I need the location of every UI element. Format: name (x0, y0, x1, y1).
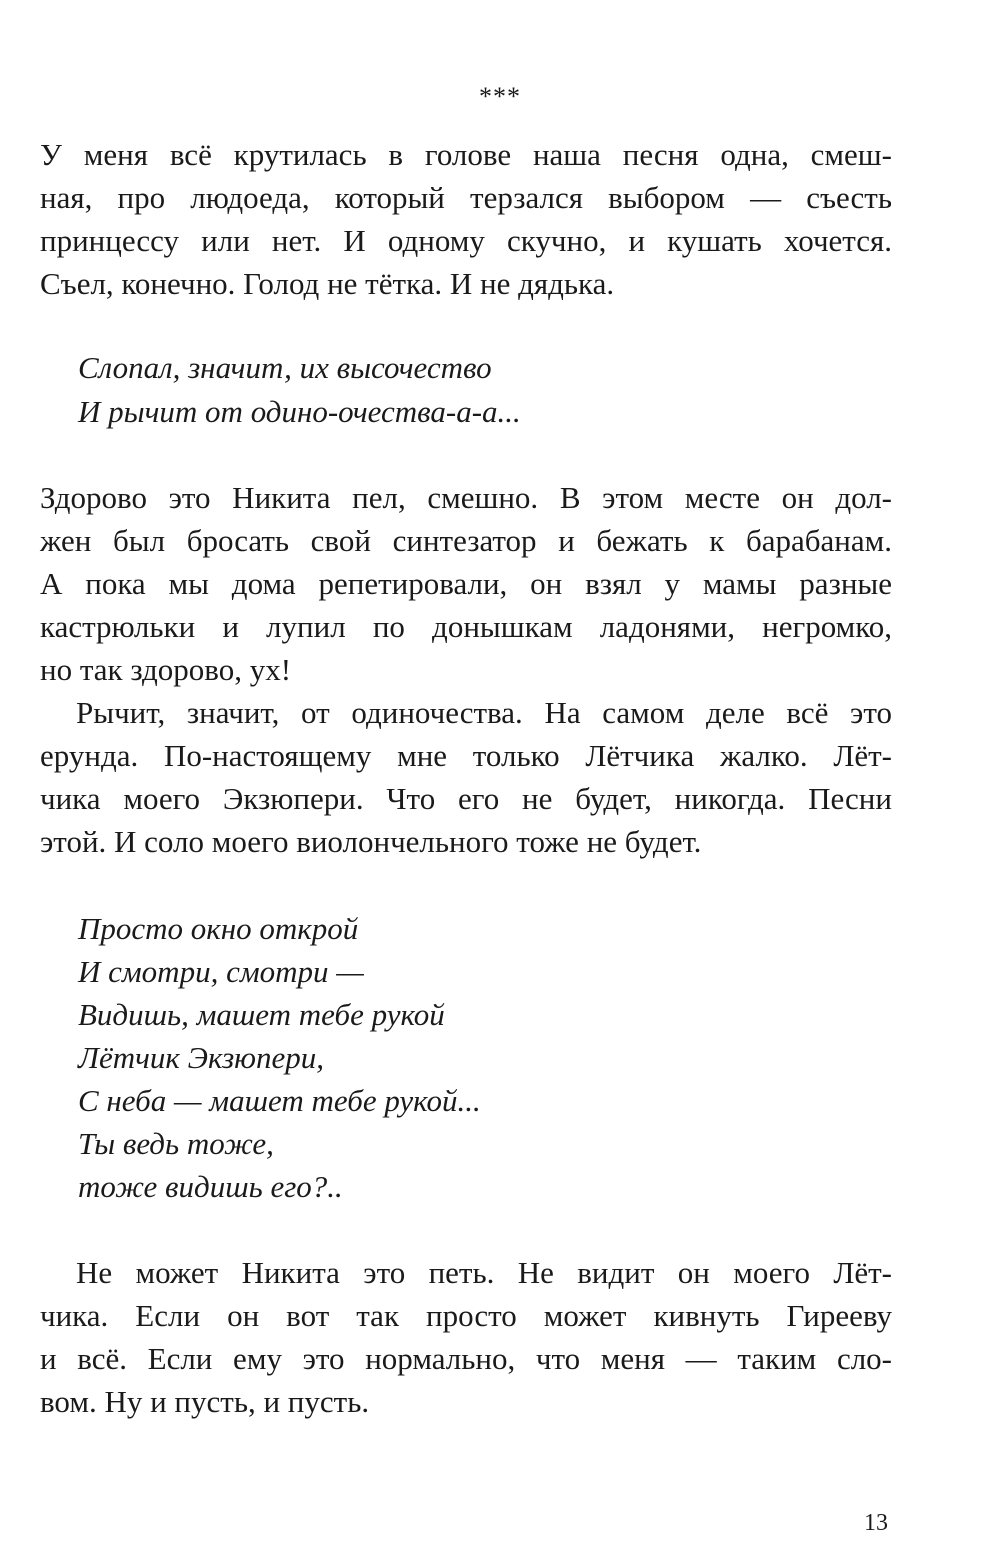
verse-line: тоже видишь его?.. (78, 1169, 343, 1204)
paragraph-line: Рычит, значит, от одиночества. На самом деле всё это (76, 695, 892, 730)
paragraph-line: Съел, конечно. Голод не тётка. И не дядька. (40, 266, 615, 301)
paragraph-line: жен был бросать свой синтезатор и бежать к барабанам. (40, 523, 892, 558)
paragraph-line: вом. Ну и пусть, и пусть. (40, 1384, 370, 1419)
paragraph-line: этой. И соло моего виолончельного тоже не будет. (40, 824, 702, 859)
paragraph-line: но так здорово, ух! (40, 652, 292, 687)
page-number: 13 (864, 1510, 888, 1536)
paragraph-line: ная, про людоеда, который терзался выбором — съесть (40, 180, 892, 215)
verse-line: Видишь, машет тебе рукой (78, 997, 445, 1032)
paragraph-line: и всё. Если ему это нормально, что меня — таким сло- (40, 1341, 892, 1376)
verse-line: И смотри, смотри — (78, 954, 364, 989)
paragraph-line: чика. Если он вот так просто может кивнуть Гирееву (40, 1298, 892, 1333)
paragraph-line: принцессу или нет. И одному скучно, и кушать хочется. (40, 223, 892, 258)
paragraph-line: У меня всё крутилась в голове наша песня одна, смеш- (40, 137, 892, 172)
verse-line: Просто окно открой (78, 911, 359, 946)
verse-line: Лётчик Экзюпери, (78, 1040, 325, 1075)
paragraph-line: ерунда. По-настоящему мне только Лётчика жалко. Лёт- (40, 738, 892, 773)
section-separator: *** (479, 82, 521, 111)
verse-line: С неба — машет тебе рукой... (78, 1083, 481, 1118)
paragraph-line: чика моего Экзюпери. Что его не будет, никогда. Песни (40, 781, 892, 816)
verse-line: Слопал, значит, их высочество (78, 350, 492, 385)
paragraph-line: кастрюльки и лупил по донышкам ладонями, негромко, (40, 609, 892, 644)
paragraph-line: А пока мы дома репетировали, он взял у мамы разные (40, 566, 892, 601)
paragraph-line: Не может Никита это петь. Не видит он моего Лёт- (76, 1255, 892, 1290)
verse-line: И рычит от одино-очества-а-а... (78, 394, 521, 429)
paragraph-line: Здорово это Никита пел, смешно. В этом месте он дол- (40, 480, 892, 515)
verse-line: Ты ведь тоже, (78, 1126, 274, 1161)
